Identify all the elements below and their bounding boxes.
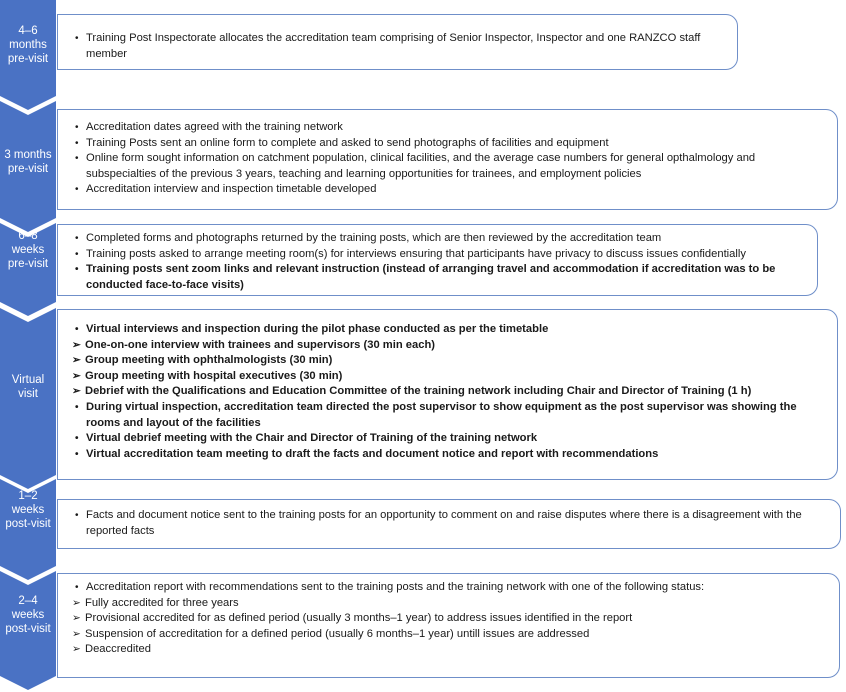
stage-label-line: Virtual [11,374,45,386]
bullet-item: • Accreditation report with recommendations sent to the training posts and the training network with one of the following status: [72,580,827,596]
bullet-item: • Online form sought information on catchment population, clinical facilities, and the average case numbers for general opthalmology and subspecialties of the previous 3 years, teaching and learning opportunities for trainees, and employment policies [72,151,825,182]
stage-label-line: pre-visit [7,163,49,175]
stage-label-line: weeks [11,504,45,516]
stage-label [0,229,56,271]
bullet-item: • Completed forms and photographs returned by the training posts, which are then reviewed by the accreditation team [72,231,805,247]
stage-label [0,594,56,636]
sub-item: ➢ Suspension of accreditation for a defined period (usually 6 months–1 year) untill issues are addressed [72,627,827,643]
bullet-item: • Virtual interviews and inspection during the pilot phase conducted as per the timetable [72,322,825,338]
stage-label-line: pre-visit [7,53,49,65]
stage-details-box [57,309,838,480]
stage-label-line: visit [18,388,38,400]
stage-label-line: months [9,39,47,51]
bullet-item: • During virtual inspection, accreditation team directed the post supervisor to show equipment as the post supervisor was showing the rooms and layout of the facilities [72,400,825,431]
stage-details-box [57,573,840,678]
bullet-item: • Facts and document notice sent to the training posts for an opportunity to comment on and raise disputes where there is a disagreement with the reported facts [72,508,828,539]
stage-items [72,120,825,198]
stage-details-box [57,224,818,296]
sub-item: ➢ Debrief with the Qualifications and Education Committee of the training network including Chair and Director of Training (1 h) [72,384,825,400]
stage-label [0,489,56,531]
sub-item: ➢ Group meeting with ophthalmologists (30 min) [72,353,825,369]
bullet-item: • Training posts sent zoom links and relevant instruction (instead of arranging travel and accommodation if accreditation was to be conducted face-to-face visits) [72,262,805,293]
stage-items [72,508,828,539]
stage-label-line: 1–2 [18,490,38,502]
sub-item: ➢ Group meeting with hospital executives (30 min) [72,369,825,385]
stage-chevron [0,223,56,316]
sub-item: ➢ Fully accredited for three years [72,596,827,612]
stage-label-line: weeks [11,609,45,621]
stage-label-line: weeks [11,244,45,256]
bullet-item: • Virtual accreditation team meeting to draft the facts and document notice and report with recommendations [72,447,825,463]
stage-label [0,373,56,401]
stage-details-box [57,499,841,549]
stage-chevron [0,479,56,580]
stage-chevron [0,571,56,690]
bullet-item: • Training posts asked to arrange meeting room(s) for interviews ensuring that participants have privacy to discuss issues confidentially [72,247,805,263]
stage-label-line: 3 months [4,149,52,161]
bullet-item: • Virtual debrief meeting with the Chair and Director of Training of the training network [72,431,825,447]
stage-chevron [0,101,56,232]
stage-label-line: 2–4 [18,595,38,607]
stage-details-box [57,14,738,70]
stage-label [0,24,56,66]
sub-item: ➢ Deaccredited [72,642,827,658]
stage-label [0,148,56,176]
stage-items [72,580,827,658]
stage-items [72,322,825,462]
stage-label-line: 6–8 [18,230,38,242]
stage-label-line: pre-visit [7,258,49,270]
stage-label-line: post-visit [5,518,51,530]
stage-chevron [0,308,56,489]
stage-label-line: 4–6 [18,25,38,37]
bullet-item: • Accreditation interview and inspection timetable developed [72,182,825,198]
stage-items [72,31,725,62]
bullet-item: • Accreditation dates agreed with the training network [72,120,825,136]
sub-item: ➢ Provisional accredited for as defined period (usually 3 months–1 year) to address issues identified in the report [72,611,827,627]
stage-chevron [0,0,56,110]
stage-items [72,231,805,293]
bullet-item: • Training Post Inspectorate allocates the accreditation team comprising of Senior Inspector, Inspector and one RANZCO staff member [72,31,725,62]
stage-label-line: post-visit [5,623,51,635]
bullet-item: • Training Posts sent an online form to complete and asked to send photographs of facilities and equipment [72,136,825,152]
sub-item: ➢ One-on-one interview with trainees and supervisors (30 min each) [72,338,825,354]
stage-details-box [57,109,838,210]
